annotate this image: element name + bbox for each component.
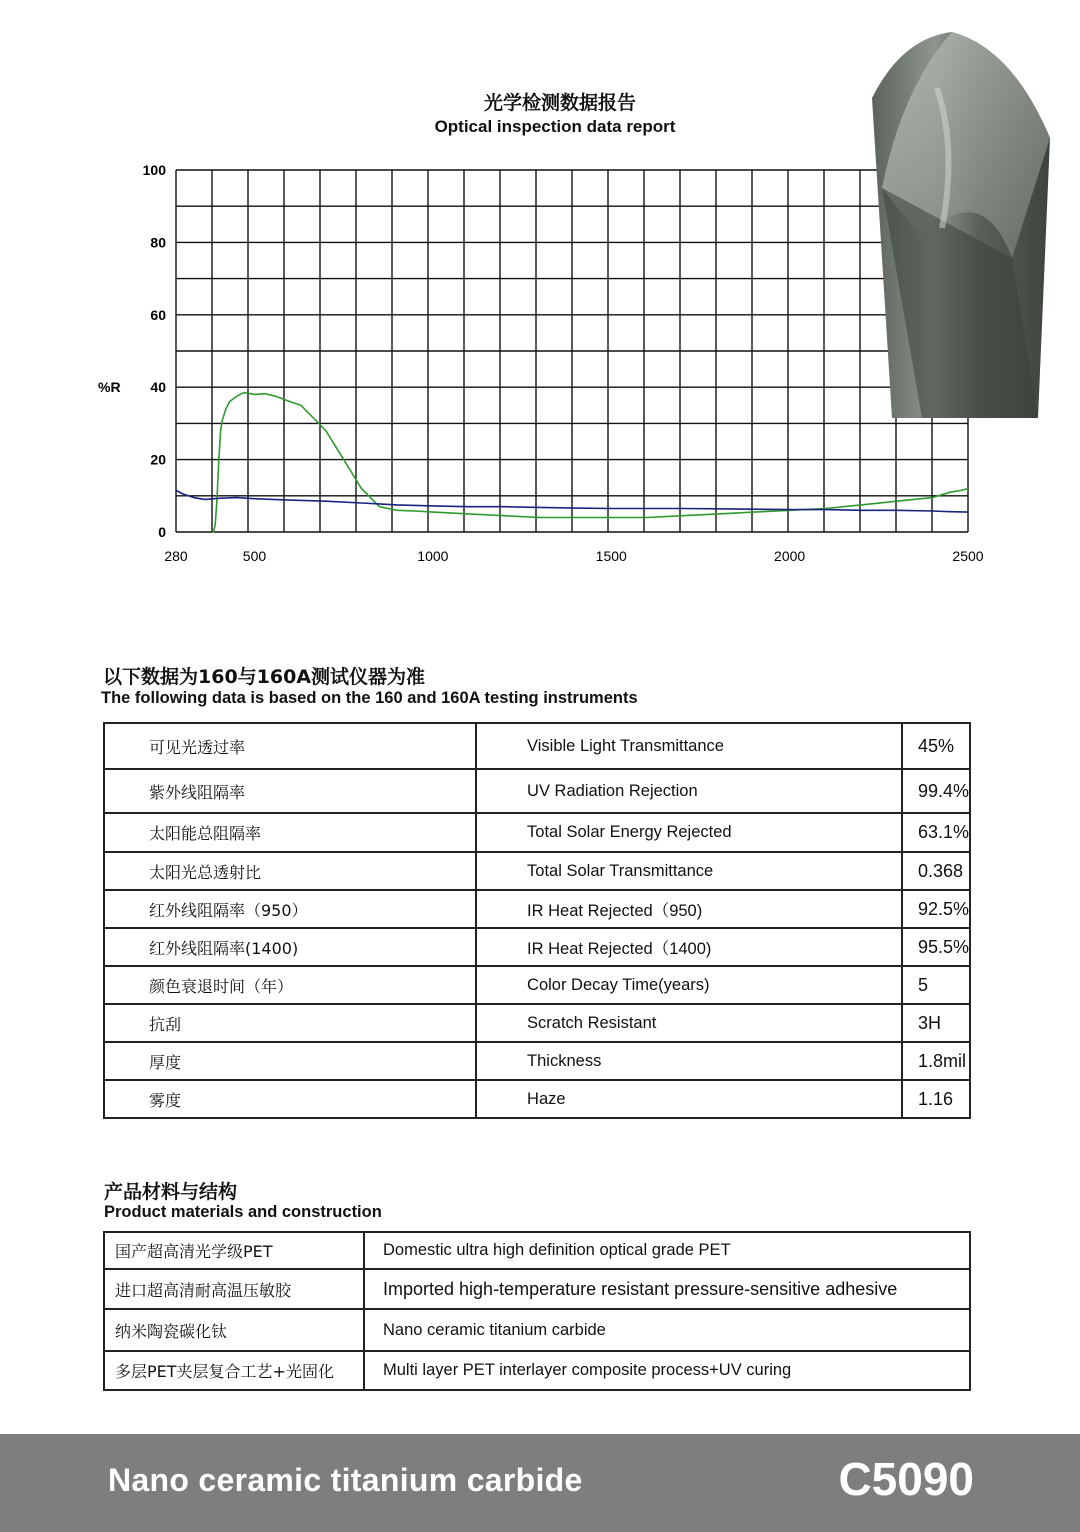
x-tick-label: 500 bbox=[242, 548, 267, 564]
spec-name-cn: 抗刮 bbox=[104, 1004, 476, 1042]
spec-value: 63.1% bbox=[902, 813, 970, 852]
spec-name-en: Thickness bbox=[476, 1042, 902, 1080]
materials-heading-cn: 产品材料与结构 bbox=[104, 1181, 238, 1203]
table-row bbox=[104, 1042, 970, 1080]
footer-product-name: Nano ceramic titanium carbide bbox=[108, 1462, 583, 1498]
table-row bbox=[104, 723, 970, 769]
x-tick-label: 2000 bbox=[774, 548, 806, 564]
y-tick-label: 100 bbox=[142, 162, 166, 178]
spec-name-cn: 雾度 bbox=[104, 1080, 476, 1118]
spec-name-cn: 颜色衰退时间（年） bbox=[104, 966, 476, 1004]
spec-name-cn: 红外线阻隔率（950） bbox=[104, 890, 476, 928]
y-tick-label: 40 bbox=[150, 379, 166, 396]
spec-value: 99.4% bbox=[902, 769, 970, 813]
table-row bbox=[104, 1309, 970, 1351]
specs-heading-cn: 以下数据为160与160A测试仪器为准 bbox=[103, 666, 426, 688]
table-row bbox=[104, 890, 970, 928]
x-tick-label: 280 bbox=[164, 548, 188, 564]
table-row bbox=[104, 852, 970, 890]
footer-bar bbox=[0, 1434, 1080, 1532]
report-title-cn: 光学检测数据报告 bbox=[483, 92, 636, 114]
table-row bbox=[104, 1080, 970, 1118]
spec-value: 95.5% bbox=[902, 928, 970, 966]
spec-value: 92.5% bbox=[902, 890, 970, 928]
spec-name-en: Total Solar Energy Rejected bbox=[476, 813, 902, 852]
spec-name-cn: 太阳光总透射比 bbox=[104, 852, 476, 890]
table-row bbox=[104, 813, 970, 852]
spec-value: 45% bbox=[902, 723, 970, 769]
materials-table bbox=[103, 1231, 971, 1391]
spec-name-en: Color Decay Time(years) bbox=[476, 966, 902, 1004]
table-row bbox=[104, 966, 970, 1004]
material-name-cn: 纳米陶瓷碳化钛 bbox=[104, 1309, 364, 1351]
table-row bbox=[104, 1232, 970, 1269]
x-tick-label: 2500 bbox=[952, 548, 984, 564]
report-title-en: Optical inspection data report bbox=[434, 117, 676, 136]
spec-name-en: Total Solar Transmittance bbox=[476, 852, 902, 890]
reflectance-chart bbox=[0, 150, 1000, 580]
spec-name-cn: 紫外线阻隔率 bbox=[104, 769, 476, 813]
materials-heading-en: Product materials and construction bbox=[104, 1203, 382, 1221]
spec-name-cn: 太阳能总阻隔率 bbox=[104, 813, 476, 852]
table-row bbox=[104, 1269, 970, 1309]
series-line-0 bbox=[212, 393, 968, 532]
table-row bbox=[104, 769, 970, 813]
x-tick-label: 1000 bbox=[417, 548, 449, 564]
specs-heading-en: The following data is based on the 160 and 160A testing instruments bbox=[101, 689, 638, 707]
spec-value: 5 bbox=[902, 966, 970, 1004]
material-name-en: Multi layer PET interlayer composite process+UV curing bbox=[364, 1351, 970, 1390]
spec-name-en: Scratch Resistant bbox=[476, 1004, 902, 1042]
y-tick-label: 60 bbox=[150, 306, 166, 323]
y-tick-label: 0 bbox=[158, 524, 166, 540]
material-name-cn: 进口超高清耐高温压敏胶 bbox=[104, 1269, 364, 1309]
spec-value: 0.368 bbox=[902, 852, 970, 890]
film-roll-image bbox=[862, 28, 1052, 420]
table-row bbox=[104, 1004, 970, 1042]
spec-name-en: Haze bbox=[476, 1080, 902, 1118]
footer-model-number: C5090 bbox=[838, 1453, 974, 1505]
spec-name-en: IR Heat Rejected（1400) bbox=[476, 928, 902, 966]
table-row bbox=[104, 928, 970, 966]
spec-value: 1.16 bbox=[902, 1080, 970, 1118]
y-axis-label: %R bbox=[98, 379, 121, 396]
table-row bbox=[104, 1351, 970, 1390]
spec-value: 3H bbox=[902, 1004, 970, 1042]
spec-value: 1.8mil bbox=[902, 1042, 970, 1080]
x-tick-label: 1500 bbox=[595, 548, 627, 564]
spec-name-en: Visible Light Transmittance bbox=[476, 723, 902, 769]
spec-name-cn: 红外线阻隔率(1400) bbox=[104, 928, 476, 966]
spec-name-en: IR Heat Rejected（950) bbox=[476, 890, 902, 928]
spec-name-cn: 可见光透过率 bbox=[104, 723, 476, 769]
specs-table bbox=[103, 722, 971, 1119]
y-tick-label: 20 bbox=[150, 451, 166, 468]
material-name-en: Domestic ultra high definition optical grade PET bbox=[364, 1232, 970, 1269]
material-name-cn: 国产超高清光学级PET bbox=[104, 1232, 364, 1269]
material-name-en: Nano ceramic titanium carbide bbox=[364, 1309, 970, 1351]
material-name-en: Imported high-temperature resistant pressure-sensitive adhesive bbox=[364, 1269, 970, 1309]
material-name-cn: 多层PET夹层复合工艺+光固化 bbox=[104, 1351, 364, 1390]
spec-name-en: UV Radiation Rejection bbox=[476, 769, 902, 813]
y-tick-label: 80 bbox=[150, 234, 166, 251]
spec-name-cn: 厚度 bbox=[104, 1042, 476, 1080]
